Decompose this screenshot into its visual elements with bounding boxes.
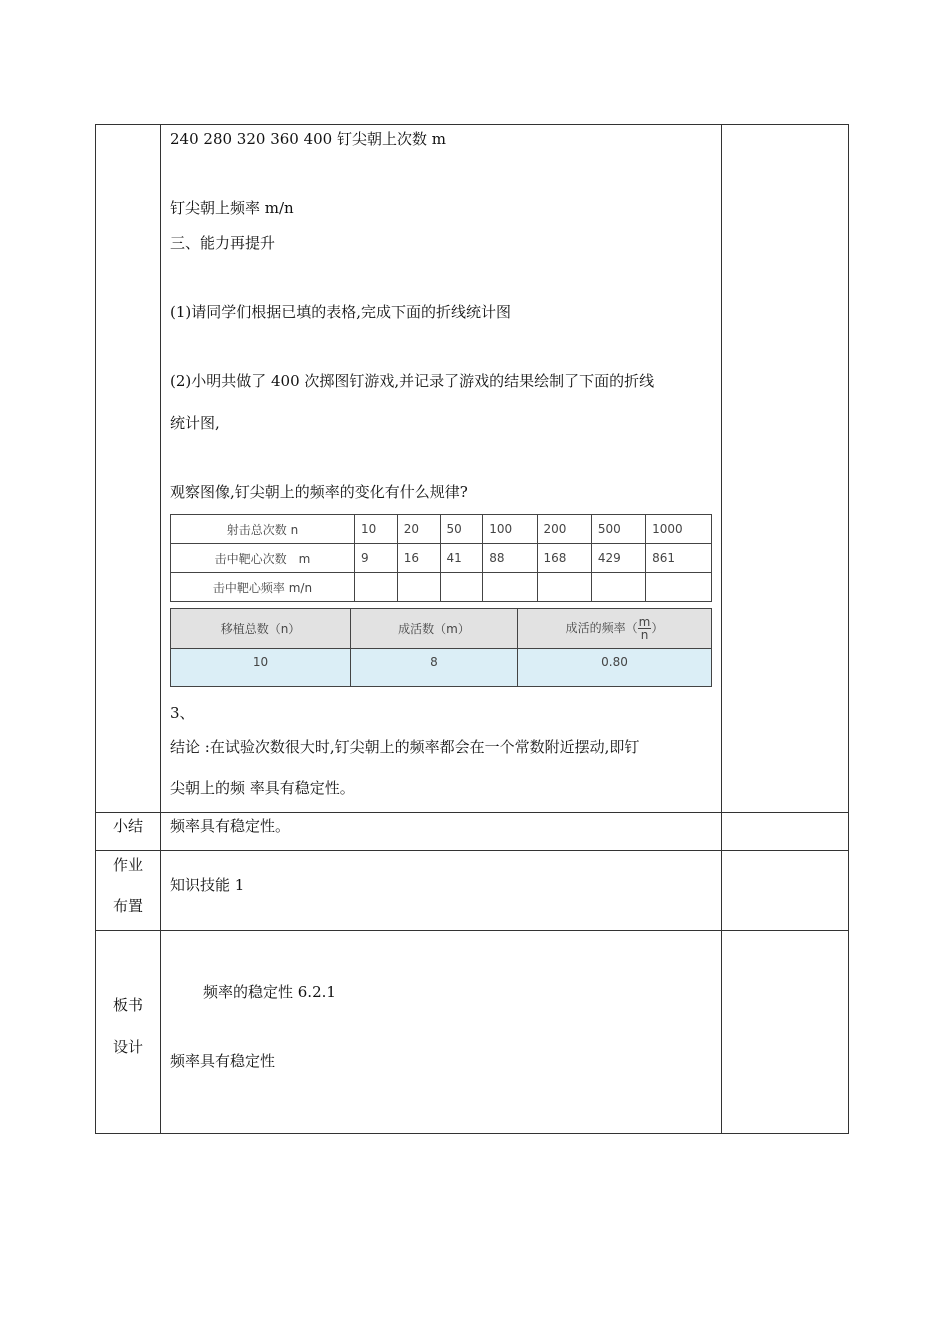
- table-cell: 41: [440, 544, 483, 573]
- table-row: [171, 544, 712, 573]
- table-cell: [483, 573, 537, 602]
- table-cell: [440, 573, 483, 602]
- table-row: [171, 649, 712, 687]
- column-divider-left: [160, 125, 161, 1133]
- item-3: 3、: [170, 704, 195, 722]
- row-divider-summary: [96, 812, 848, 813]
- table-cell: [397, 573, 440, 602]
- cell-survived: 8: [351, 649, 518, 687]
- summary-text: 频率具有稳定性。: [170, 817, 291, 835]
- table-row: [171, 573, 712, 602]
- shooting-table: [170, 514, 712, 602]
- board-title: 频率的稳定性 6.2.1: [203, 983, 336, 1001]
- table-cell: 20: [397, 515, 440, 544]
- observe-question: 观察图像,钉尖朝上的频率的变化有什么规律?: [170, 483, 468, 501]
- board-label-2: 设计: [112, 1038, 143, 1056]
- fraction-denominator: n: [640, 628, 649, 642]
- column-divider-right: [721, 125, 722, 1133]
- homework-label-1: 作业: [112, 856, 143, 874]
- homework-text: 知识技能 1: [170, 876, 245, 894]
- conclusion-line2: 尖朝上的频 率具有稳定性。: [170, 779, 355, 797]
- table-row: [171, 515, 712, 544]
- table-cell: [537, 573, 591, 602]
- homework-label-2: 布置: [112, 897, 143, 915]
- table-header-row: [171, 609, 712, 649]
- table-cell: 861: [646, 544, 712, 573]
- header-frequency-suffix: ）: [651, 621, 664, 635]
- board-label-1: 板书: [112, 996, 143, 1014]
- table-cell: [591, 573, 645, 602]
- summary-label: 小结: [112, 817, 143, 835]
- table-cell: 50: [440, 515, 483, 544]
- header-frequency: [518, 609, 712, 649]
- table-cell: [646, 573, 712, 602]
- cell-total: 10: [171, 649, 351, 687]
- row-divider-board: [96, 930, 848, 931]
- section-title: 三、能力再提升: [170, 234, 276, 252]
- table-cell: 100: [483, 515, 537, 544]
- header-frequency-prefix: 成活的频率（: [565, 621, 638, 635]
- table-cell: 88: [483, 544, 537, 573]
- table-row-head: 击中靶心频率 m/n: [171, 573, 355, 602]
- question-2-line2: 统计图,: [170, 414, 220, 432]
- table-cell: 168: [537, 544, 591, 573]
- table-cell: 9: [355, 544, 398, 573]
- table-row-head: 射击总次数 n: [171, 515, 355, 544]
- table-cell: 200: [537, 515, 591, 544]
- table-cell: 429: [591, 544, 645, 573]
- table-cell: 16: [397, 544, 440, 573]
- table-row-head: 击中靶心次数 m: [171, 544, 355, 573]
- text-line2: 钉尖朝上频率 m/n: [170, 199, 294, 217]
- table-cell: 10: [355, 515, 398, 544]
- question-2-line1: (2)小明共做了 400 次掷图钉游戏,并记录了游戏的结果绘制了下面的折线: [170, 372, 655, 390]
- question-1: (1)请同学们根据已填的表格,完成下面的折线统计图: [170, 303, 512, 321]
- fraction-numerator: m: [638, 615, 651, 629]
- board-text: 频率具有稳定性: [170, 1052, 276, 1070]
- cell-frequency: 0.80: [518, 649, 712, 687]
- table-cell: 1000: [646, 515, 712, 544]
- row-divider-homework: [96, 850, 848, 851]
- header-survived: 成活数（m）: [351, 609, 518, 649]
- header-total: 移植总数（n）: [171, 609, 351, 649]
- table-cell: 500: [591, 515, 645, 544]
- table-cell: [355, 573, 398, 602]
- text-line1: 240 280 320 360 400 钉尖朝上次数 m: [170, 130, 446, 148]
- conclusion-line1: 结论 :在试验次数很大时,钉尖朝上的频率都会在一个常数附近摆动,即钉: [170, 738, 640, 756]
- transplant-table: [170, 608, 712, 687]
- fraction: [638, 616, 652, 641]
